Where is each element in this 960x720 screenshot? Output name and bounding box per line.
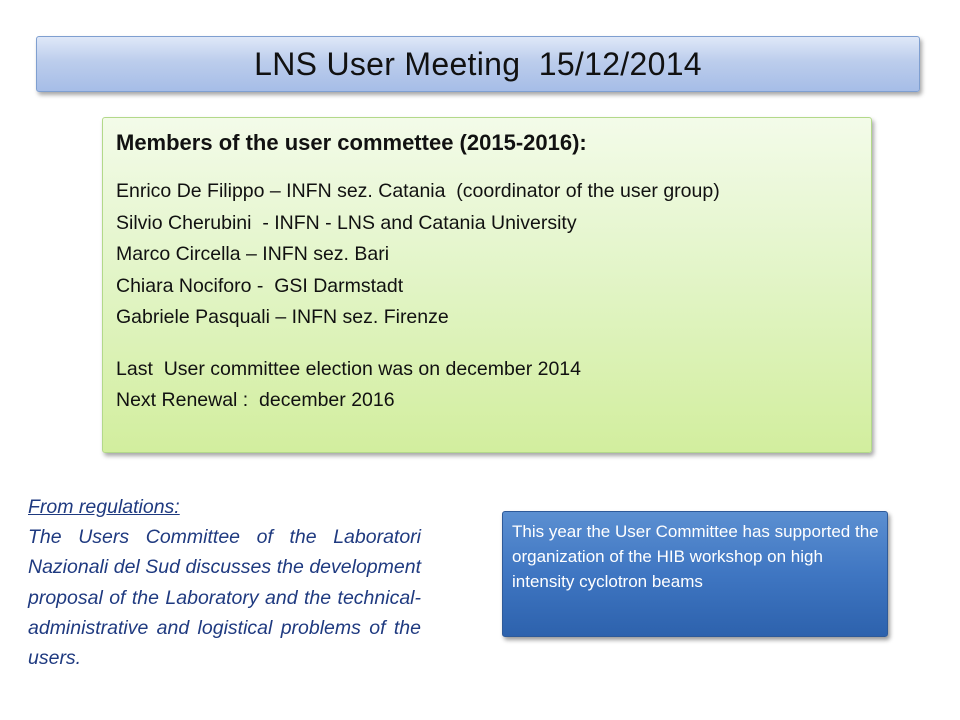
slide-title: LNS User Meeting 15/12/2014	[254, 45, 702, 82]
regulations-heading: From regulations:	[28, 496, 180, 518]
title-banner	[36, 36, 920, 92]
regulations-body: The Users Committee of the Laboratori Nazionali del Sud discusses the development proposal of the Laboratory and the technical-administrative and logistical problems of the users.	[28, 526, 421, 670]
members-heading: Members of the user commettee (2015-2016):	[116, 130, 587, 155]
members-box	[102, 117, 872, 453]
members-spacer	[116, 334, 871, 354]
member-line: Marco Circella – INFN sez. Bari	[116, 243, 390, 265]
member-line: Enrico De Filippo – INFN sez. Catania (coordinator of the user group)	[116, 180, 720, 202]
workshop-info-text: This year the User Committee has supported the organization of the HIB workshop on high intensity cyclotron beams	[512, 522, 879, 591]
election-line: Last User committee election was on december 2014	[116, 357, 581, 380]
member-line: Chiara Nociforo - GSI Darmstadt	[116, 274, 404, 297]
member-line: Silvio Cherubini - INFN - LNS and Catania University	[116, 211, 577, 234]
regulations-text	[28, 492, 421, 673]
renewal-line: Next Renewal : december 2016	[116, 389, 395, 411]
workshop-info-box	[502, 511, 888, 637]
member-line: Gabriele Pasquali – INFN sez. Firenze	[116, 306, 449, 328]
